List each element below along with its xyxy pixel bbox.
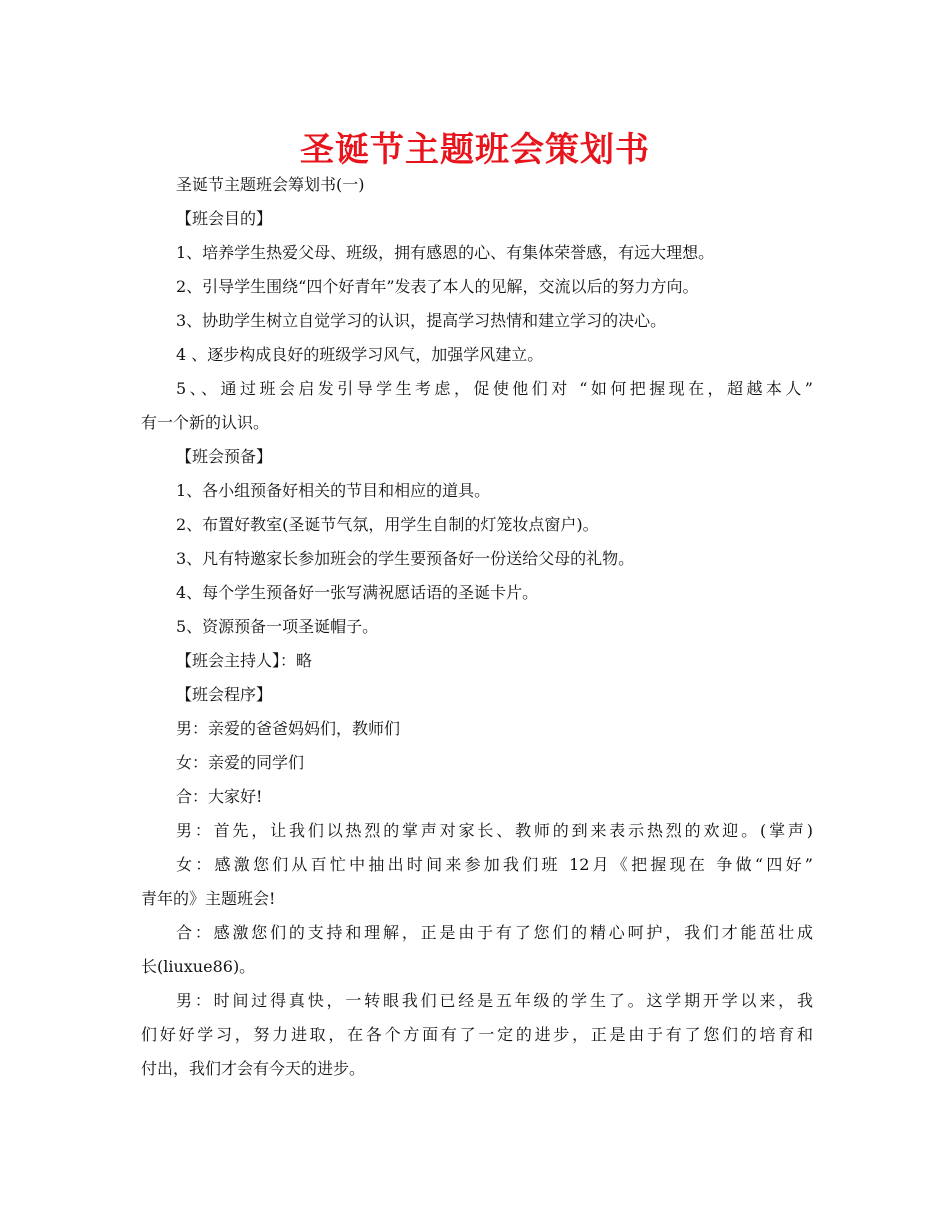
paragraph-line: 1、各小组预备好相关的节目和相应的道具。 bbox=[176, 481, 491, 500]
section-heading-program: 【班会程序】 bbox=[176, 685, 273, 704]
dialogue-line: 长(liuxue86)。 bbox=[141, 957, 256, 976]
dialogue-line: 们好好学习，努力进取，在各个方面有了一定的进步，正是由于有了您们的培育和 bbox=[141, 1025, 813, 1044]
paragraph-line: 5、、通过班会启发引导学生考虑，促使他们对 “如何把握现在，超越本人” bbox=[176, 379, 813, 398]
paragraph-line: 5、资源预备一项圣诞帽子。 bbox=[176, 617, 379, 636]
dialogue-line: 合：感激您们的支持和理解，正是由于有了您们的精心呵护，我们才能茁壮成 bbox=[176, 923, 813, 942]
dialogue-line: 女：亲爱的同学们 bbox=[176, 753, 305, 772]
subtitle-line: 圣诞节主题班会筹划书(一) bbox=[176, 175, 365, 194]
section-heading-preparation: 【班会预备】 bbox=[176, 447, 273, 466]
section-heading-host: 【班会主持人】：略 bbox=[176, 651, 313, 670]
paragraph-line: 3、协助学生树立自觉学习的认识，提高学习热情和建立学习的决心。 bbox=[176, 311, 667, 330]
dialogue-line: 男：首先，让我们以热烈的掌声对家长、教师的到来表示热烈的欢迎。(掌声) bbox=[176, 821, 813, 840]
paragraph-line: 3、凡有特邀家长参加班会的学生要预备好一份送给父母的礼物。 bbox=[176, 549, 635, 568]
section-heading-purpose: 【班会目的】 bbox=[176, 209, 273, 228]
paragraph-line: 2、引导学生围绕“四个好青年”发表了本人的见解，交流以后的努力方向。 bbox=[176, 277, 699, 296]
dialogue-line: 付出，我们才会有今天的进步。 bbox=[141, 1059, 366, 1078]
dialogue-line: 合：大家好! bbox=[176, 787, 263, 806]
dialogue-line: 男：时间过得真快，一转眼我们已经是五年级的学生了。这学期开学以来，我 bbox=[176, 991, 813, 1010]
paragraph-line: 4 、逐步构成良好的班级学习风气，加强学风建立。 bbox=[176, 345, 544, 364]
paragraph-line: 1、培养学生热爱父母、班级，拥有感恩的心、有集体荣誉感，有远大理想。 bbox=[176, 243, 715, 262]
dialogue-line: 青年的》主题班会! bbox=[141, 889, 276, 908]
dialogue-line: 女：感激您们从百忙中抽出时间来参加我们班 12月《把握现在 争做“四好” bbox=[176, 855, 813, 874]
paragraph-line: 2、布置好教室(圣诞节气氛，用学生自制的灯笼妆点窗户)。 bbox=[176, 515, 599, 534]
dialogue-line: 男：亲爱的爸爸妈妈们，教师们 bbox=[176, 719, 401, 738]
paragraph-line: 4、每个学生预备好一张写满祝愿话语的圣诞卡片。 bbox=[176, 583, 539, 602]
paragraph-line: 有一个新的认识。 bbox=[141, 413, 270, 432]
document-body bbox=[141, 168, 813, 1086]
document-title: 圣诞节主题班会策划书 bbox=[300, 130, 650, 170]
